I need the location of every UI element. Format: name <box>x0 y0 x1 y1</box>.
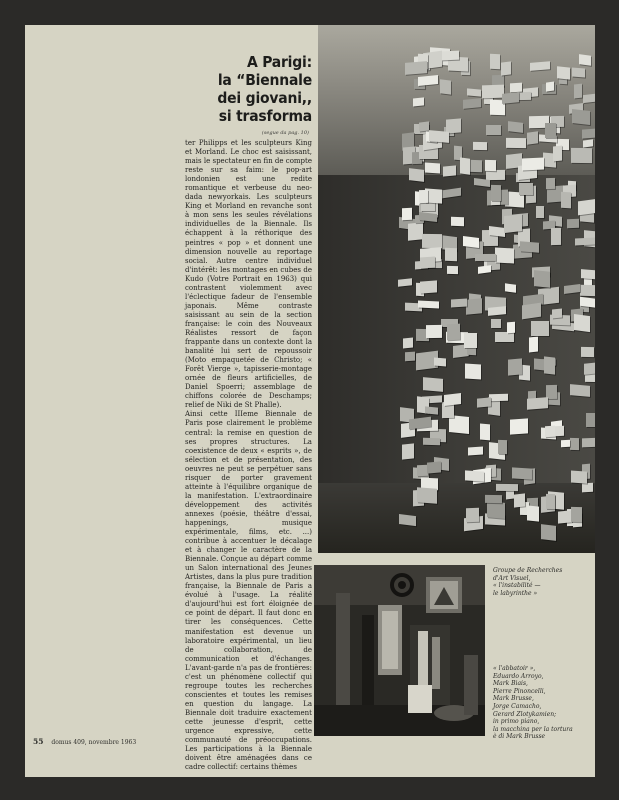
issue-info: domus 409, novembre 1963 <box>51 739 137 746</box>
labyrinth-photo <box>318 25 595 553</box>
hanging-panel <box>447 323 460 340</box>
hanging-panel <box>578 198 595 214</box>
hanging-panel <box>570 384 590 397</box>
hanging-panel <box>506 138 526 148</box>
hanging-panel <box>571 148 592 163</box>
hanging-panel <box>398 278 412 287</box>
hanging-panel <box>546 81 554 91</box>
page-footer <box>33 737 136 746</box>
hanging-panel <box>465 364 481 379</box>
hanging-panel <box>477 397 491 407</box>
hanging-panel <box>514 493 525 507</box>
hanging-panel <box>531 320 549 335</box>
hanging-panel <box>423 377 443 392</box>
hanging-panel <box>409 168 424 182</box>
title-line: la “Biennale <box>217 71 312 89</box>
hanging-panel <box>489 226 505 237</box>
caption-line: Pierre Pinoncelli, <box>493 687 546 695</box>
hanging-panel <box>402 208 412 221</box>
title-line: si trasforma <box>218 107 312 125</box>
hanging-panel <box>480 423 490 440</box>
hanging-panel <box>546 178 555 189</box>
hanging-panel <box>440 79 451 94</box>
hanging-panel <box>553 145 562 161</box>
hanging-panel <box>405 62 427 76</box>
hanging-panel <box>501 61 511 75</box>
hanging-panel <box>442 188 461 199</box>
hanging-panel <box>504 214 522 233</box>
hanging-panel <box>520 242 539 253</box>
hanging-panel <box>413 98 424 107</box>
hanging-panel <box>419 212 437 222</box>
hanging-panel <box>475 254 496 262</box>
abattoir-photo <box>314 565 485 736</box>
hanging-panel <box>530 61 550 70</box>
hanging-panel <box>544 357 555 375</box>
hanging-panel <box>419 190 428 203</box>
hanging-panel <box>586 413 595 427</box>
hanging-panel <box>561 440 570 448</box>
hanging-panel <box>443 165 456 176</box>
hanging-panel <box>558 510 572 523</box>
hanging-panel <box>527 132 538 146</box>
hanging-panel <box>495 332 514 342</box>
hanging-panel <box>485 495 502 503</box>
hanging-panel <box>417 487 437 504</box>
hanging-panel <box>422 233 442 248</box>
hanging-panel <box>419 121 429 131</box>
caption-line: le labyrinthe » <box>493 589 538 597</box>
hanging-panel <box>508 121 523 132</box>
hanging-panel <box>551 228 561 245</box>
hanging-panel <box>571 507 582 522</box>
hanging-panel <box>545 425 555 436</box>
paragraph: Ainsi cette IIIeme Biennale de Paris pose clairement le problème central: la remise en question de ses propres structures. La coexistence de deux « esprits », de sélection et de présentation, des oeuvres ne peut se perpétuer sans risquer de porter gravement atteinte à l'équilibre organique de la manifestation. L'extraordinaire développement des activités annexes (poésie, théâtre d'essai, happenings, musique expérimentale, films, etc. ...) contribue à accentuer le décalage et à changer le caractère de la Biennale. Conçue au départ comme un Salon international des Jeunes Artistes, dans la plus pure tradition française, la Biennale de Paris a évolué à l'usage. La réalité d'aujourd'hui est fort éloignée de ce point de départ. Il faut donc en tirer les conséquences. Cette manifestation est devenue un laboratoire expérimental, un lieu de collaboration, de communication et d'échanges. L'avant-garde n'a pas de frontières: c'est un phénomène collectif qui regroupe toutes les recherches conscientes et toutes les remises en question du langage. La Biennale doit traduire exactement cette jeunesse d'esprit, cette urgence expressive, cette communauté de préoccupations. Les participations à la Biennale doivent être aménagées dans ce cadre collectif: certains thèmes <box>185 410 312 772</box>
hanging-panel <box>583 93 595 103</box>
caption-line: Mark Biais, <box>493 680 528 688</box>
caption-line: Groupe de Recherches <box>493 567 563 574</box>
caption-line: « l'abbatoir », <box>493 665 536 672</box>
caption-line: Mark Brusse, <box>493 695 534 703</box>
hanging-panel <box>399 514 416 526</box>
hanging-panel <box>486 125 501 135</box>
caption-line: d'Art Visuel, <box>493 574 531 582</box>
bottom-photo-caption <box>493 665 573 741</box>
hanging-panel <box>527 397 548 409</box>
hanging-panel <box>522 158 544 171</box>
hanging-panel <box>402 444 414 460</box>
continued-note: (segue da pag. 10) <box>261 130 309 136</box>
hanging-panel <box>451 298 467 307</box>
hanging-panel <box>468 446 483 455</box>
caption-line: in primo piano, <box>493 718 540 726</box>
caption-line: Jorge Camacho, <box>493 702 542 710</box>
hanging-panel <box>426 325 442 338</box>
hanging-panel <box>425 163 440 173</box>
caption-line: « l'instabilité — <box>493 582 541 590</box>
hanging-panel <box>519 183 533 195</box>
hanging-panel <box>487 501 505 519</box>
hanging-panel <box>464 333 477 348</box>
paragraph: ter Philipps et les sculpteurs King et Morland. Le choc est saisissant, mais le spectateur en fin de compte reste sur sa faim: le pop-art londonien est une redite romantique et verbeuse du neo-dada newyorkais. Les sculpteurs King et Morland en revanche sont à mon sens les seules révélations individuelles de la Biennale. Ils échappent à la réthorique des peintres « pop » et donnent une dimension nouvelle au reportage social. Autre centre individuel d'intérêt: les montages en cubes de Kudo (Votre Portrait en 1963) qui contrastent violemment avec l'éclectique fadeur de l'ensemble japonais. Même contraste saisissant au sein de la section française: le coin des Nouveaux Réalistes ressort de façon frappante dans un contexte dont la banalité lui sert de repoussoir (Moto empaquetée de Christo; « Forêt Vierge », tapisserie-montage ornée de fleurs artificielles, de Daniel Spoerri; assemblage de chiffons colorée de Deschamps; relief de Niki de St Phalle). <box>185 139 312 410</box>
hanging-panel <box>491 319 501 328</box>
hanging-panel <box>465 470 484 481</box>
hanging-panel <box>460 157 470 175</box>
hanging-panel <box>451 217 464 226</box>
top-photo-caption <box>493 567 562 597</box>
hanging-panel <box>485 160 496 172</box>
hanging-panel <box>495 248 514 264</box>
title-line: dei giovani,, <box>217 89 312 107</box>
hanging-panel <box>567 219 579 229</box>
hanging-panel <box>583 139 593 147</box>
hanging-panel <box>445 248 457 262</box>
hanging-panel <box>582 129 595 139</box>
hanging-panel <box>463 98 481 108</box>
hanging-panel <box>507 322 515 334</box>
hanging-panel <box>580 284 595 295</box>
hanging-panel <box>572 67 585 77</box>
hanging-panel <box>447 265 458 273</box>
hanging-panel <box>488 306 506 316</box>
hanging-panel <box>498 439 507 454</box>
hanging-panel <box>423 438 440 446</box>
hanging-panel <box>502 92 519 104</box>
hanging-panel <box>408 222 423 240</box>
hanging-panel <box>582 437 596 447</box>
hanging-panel <box>546 494 555 509</box>
hanging-panel <box>579 54 591 66</box>
hanging-panel <box>467 88 481 96</box>
hanging-panel <box>581 269 595 279</box>
hanging-panel <box>581 346 594 357</box>
caption-line: Eduardo Arroyo, <box>493 672 544 680</box>
hanging-panel <box>505 283 516 292</box>
hanging-panel <box>482 85 504 98</box>
hanging-panel <box>444 393 461 406</box>
hanging-panel <box>466 508 479 523</box>
hanging-panel <box>466 298 482 315</box>
page-number: 55 <box>33 737 44 746</box>
hanging-panel <box>405 352 415 362</box>
article-body <box>185 139 312 772</box>
hanging-panel <box>522 303 541 320</box>
caption-line: la macchina per la tortura <box>493 725 573 733</box>
hanging-panel <box>552 309 562 319</box>
hanging-panel <box>572 109 590 125</box>
hanging-panel <box>442 50 459 60</box>
hanging-panel <box>574 314 590 332</box>
hanging-panel <box>463 236 479 248</box>
hanging-panel <box>478 265 491 274</box>
hanging-panel <box>555 426 564 436</box>
hanging-panel <box>434 358 446 367</box>
hanging-panel <box>510 83 522 93</box>
hanging-panel <box>425 407 438 415</box>
hanging-panel <box>490 54 500 70</box>
hanging-panel <box>512 467 532 479</box>
hanging-panel <box>557 66 570 80</box>
hanging-panel <box>570 438 579 450</box>
magazine-page <box>25 25 595 777</box>
hanging-panel <box>420 280 437 293</box>
hanging-panel <box>508 358 522 375</box>
hanging-panel <box>584 362 595 374</box>
hanging-panel <box>571 471 587 484</box>
hanging-panel <box>574 84 582 99</box>
hanging-panel <box>534 270 550 288</box>
hanging-panel <box>473 141 487 149</box>
hanging-panel <box>491 185 501 201</box>
hanging-panel <box>529 337 538 353</box>
hanging-panel <box>527 505 539 521</box>
hanging-panel <box>536 205 544 217</box>
hanging-panel <box>489 394 508 402</box>
hanging-panel <box>510 418 528 435</box>
hanging-panel <box>427 461 441 473</box>
hanging-panel <box>420 257 435 269</box>
hanging-panel <box>418 300 439 308</box>
hanging-panel <box>582 483 593 492</box>
hanging-panel <box>561 192 571 208</box>
hanging-panel <box>564 284 580 294</box>
hanging-panel <box>474 178 490 187</box>
hanging-panel <box>546 385 557 399</box>
caption-line: è di Mark Brusse <box>493 733 546 741</box>
hanging-panel <box>541 524 556 541</box>
hanging-panel <box>545 123 556 138</box>
article-title <box>112 53 312 125</box>
hanging-panel <box>496 484 518 491</box>
caption-line: Gerard Zlotykamien; <box>493 710 557 718</box>
abattoir-scene <box>314 565 485 736</box>
title-line: A Parigi: <box>246 53 312 71</box>
hanging-panel <box>403 337 413 348</box>
hanging-panel <box>575 238 595 246</box>
hanging-panel <box>429 130 449 142</box>
